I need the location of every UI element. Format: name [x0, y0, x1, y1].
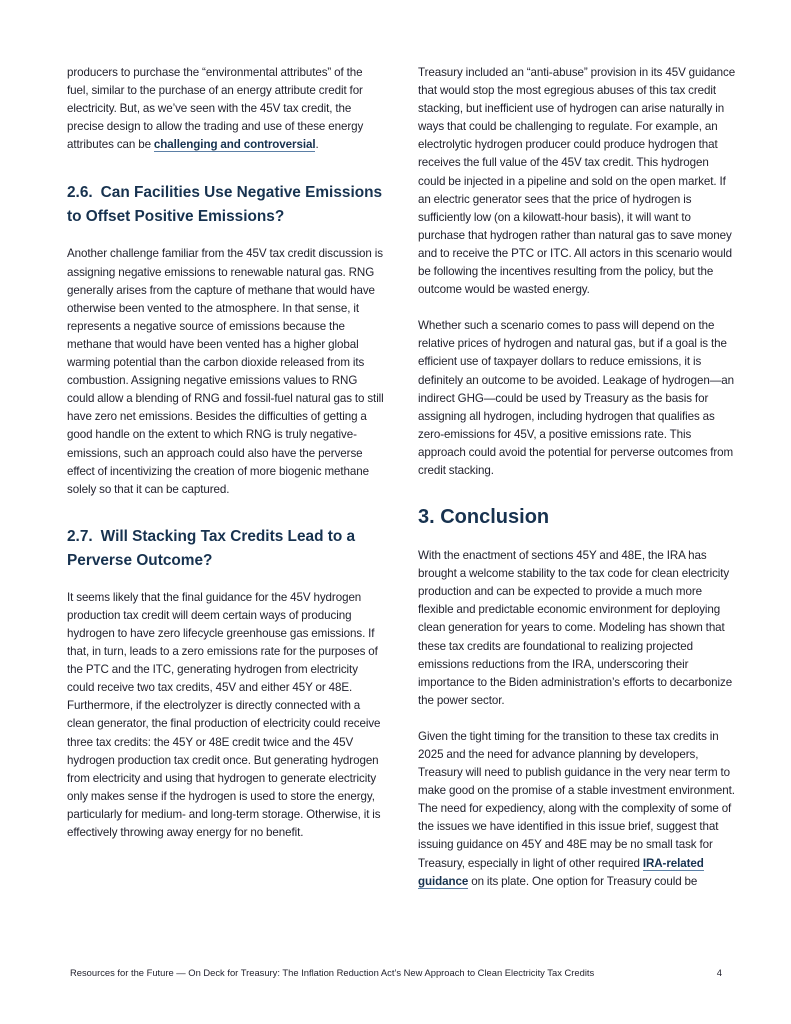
- paragraph-text: Given the tight timing for the transition to these tax credits in 2025 and the need for advance planning by developers, Treasury will need to publish guidance in the very near term to make good on the promise of a stable investment environment. The need for expediency, along with the complexity of some of the issues we have identified in this issue brief, suggest that issuing guidance on 45Y and 48E may be no small task for Treasury, especially in light of other required: [418, 729, 735, 870]
- paragraph-conclusion-stability: With the enactment of sections 45Y and 48E, the IRA has brought a welcome stability to the tax code for clean electricity production and can be expected to provide a much more flexible and predictable economic environment for deploying clean generation for years to come. Modeling has shown that these tax credits are foundational to realizing projected emissions reductions from the IRA, underscoring their importance to the Biden administration’s efforts to decarbonize the power sector.: [418, 549, 733, 707]
- right-column: [418, 64, 736, 891]
- section-number: 2.7.: [67, 527, 93, 545]
- paragraph-text: producers to purchase the “environmental attributes” of the fuel, similar to the purchase of an energy attribute credit for electricity. But, as we’ve seen with the 45V tax credit, the precise design to allow the trading and use of these energy attributes can be: [67, 66, 364, 152]
- paragraph-anti-abuse: Treasury included an “anti-abuse” provision in its 45V guidance that would stop the most egregious abuses of this tax credit stacking, but inefficient use of hydrogen can arise naturally in ways that could be challenging to regulate. For example, an electrolytic hydrogen producer could produce hydrogen that receives the full value of the 45V tax credit. This hydrogen could be injected in a pipeline and sold on the open market. If an electric generator sees that the price of hydrogen is sufficiently low (on a kilowatt-hour basis), it will want to purchase that hydrogen rather than natural gas to save money and to receive the PTC or ITC. All actors in this scenario would be following the incentives resulting from the policy, but the outcome would be wasted energy.: [418, 66, 736, 297]
- section-number: 2.6.: [67, 184, 93, 202]
- section-title: Can Facilities Use Negative Emissions to Offset Positive Emissions?: [67, 184, 383, 226]
- section-2-6-heading: [67, 181, 385, 229]
- paragraph-stacking-tax-credits: It seems likely that the final guidance for the 45V hydrogen production tax credit will deem certain ways of producing hydrogen to have zero lifecycle greenhouse gas emissions. If that, in turn, leads to a zero emissions rate for the purposes of the PTC and the ITC, generating hydrogen from electricity could receive two tax credits, 45V and either 45Y or 48E. Furthermore, if the electrolyzer is directly connected with a clean generator, the final production of electricity could receive three tax credits: the 45Y or 48E credit twice and the 45V hydrogen production tax credit once. But generating hydrogen from electricity and using that hydrogen to generate electricity only makes sense if the hydrogen is used to store the energy, particularly for medium- and long-term storage. Otherwise, it is effectively throwing away energy for no benefit.: [67, 590, 381, 839]
- ira-related-guidance-link[interactable]: IRA-related guidance: [418, 856, 704, 888]
- section-title: Will Stacking Tax Credits Lead to a Perverse Outcome?: [67, 527, 356, 569]
- paragraph-text-end: .: [315, 138, 319, 152]
- footer-text: Resources for the Future — On Deck for Treasury: The Inflation Reduction Act’s New Approach to Clean Electricity Tax Credits: [70, 967, 595, 978]
- left-column: [67, 64, 385, 842]
- section-2-7-heading: [67, 525, 385, 573]
- paragraph-hydrogen-leakage: Whether such a scenario comes to pass will depend on the relative prices of hydrogen and natural gas, but if a goal is the efficient use of taxpayer dollars to reduce emissions, it is definitely an outcome to be avoided. Leakage of hydrogen—an indirect GHG—could be used by Treasury as the basis for assigning all hydrogen, including hydrogen that qualifies as zero-emissions for 45V, a positive emissions rate. This approach could avoid the potential for perverse outcomes from credit stacking.: [418, 319, 734, 477]
- paragraph-conclusion-timing: [418, 728, 736, 891]
- conclusion-heading: 3. Conclusion: [418, 506, 550, 529]
- challenging-and-controversial-link[interactable]: challenging and controversial: [153, 138, 316, 152]
- page-footer: [70, 967, 722, 981]
- paragraph-negative-emissions: Another challenge familiar from the 45V tax credit discussion is assigning negative emissions to renewable natural gas. RNG generally arises from the capture of methane that would have otherwise been vented to the atmosphere. In that sense, it represents a negative source of emissions because the methane that would have been vented has a higher global warming potential than the carbon dioxide released from its combustion. Assigning negative emissions values to RNG could allow a blending of RNG and fossil-fuel natural gas to still have zero net emissions. Besides the difficulties of getting a good handle on the extent to which RNG is truly negative-emissions, such an approach could also have the perverse effect of incentivizing the creation of more biogenic methane solely so that it can be captured.: [67, 247, 384, 496]
- page-number: 4: [716, 967, 722, 978]
- paragraph-text-end: on its plate. One option for Treasury could be: [468, 874, 698, 888]
- paragraph-attribute-trading: [67, 64, 385, 154]
